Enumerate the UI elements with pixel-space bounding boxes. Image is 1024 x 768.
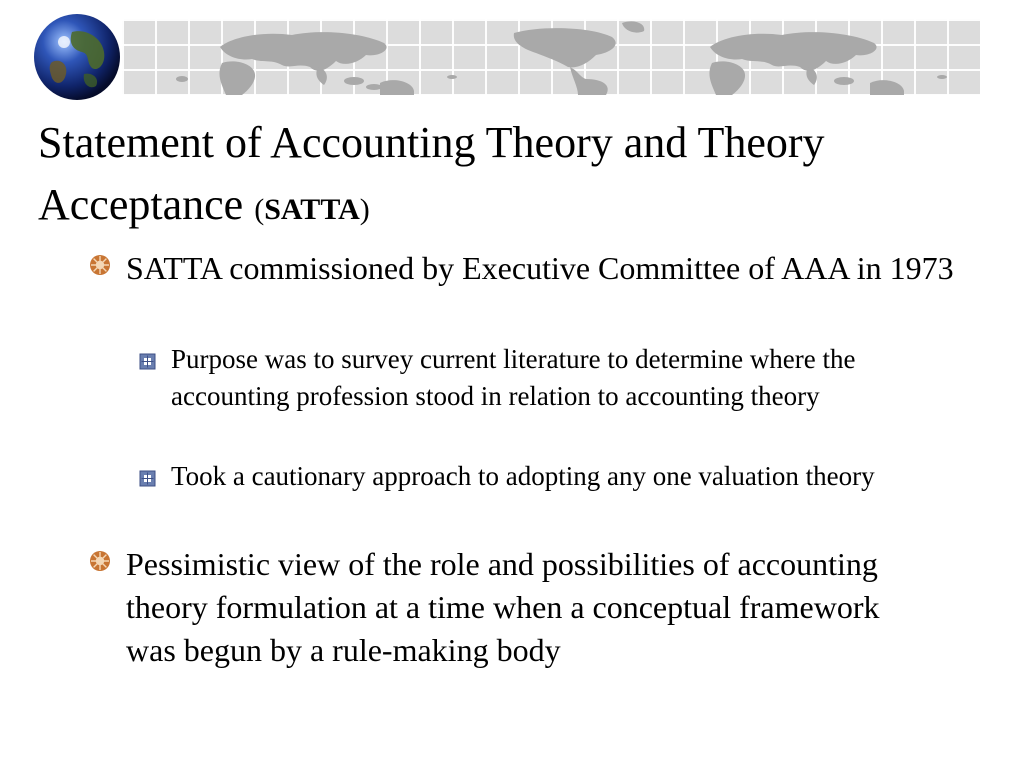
sub-bullet-item-1-2: Took a cautionary approach to adopting any one valuation theory	[171, 461, 875, 491]
slide-title	[38, 112, 938, 241]
sun-bullet-icon	[88, 549, 112, 573]
title-abbr-open: (	[254, 193, 265, 226]
world-map-banner	[122, 19, 980, 95]
sun-bullet-icon	[88, 253, 112, 277]
square-bullet-icon	[139, 353, 156, 370]
title-main-text: Statement of Accounting Theory and Theory Acceptance	[38, 118, 825, 229]
square-bullet-icon	[139, 470, 156, 487]
sub-bullet-item-1-1: Purpose was to survey current literature to determine where the accounting profession stood in relation to accounting theory	[171, 344, 856, 411]
globe-icon	[32, 12, 122, 102]
bullet-item-1: SATTA commissioned by Executive Committee of AAA in 1973	[126, 250, 954, 286]
world-map-graphic	[122, 19, 980, 95]
title-abbr-close: )	[359, 193, 370, 226]
bullet-item-2: Pessimistic view of the role and possibilities of accounting theory formulation at a time when a conceptual framework was begun by a rule-making body	[126, 546, 880, 668]
title-abbr-text: SATTA	[264, 193, 360, 226]
title-abbreviation	[254, 193, 370, 226]
